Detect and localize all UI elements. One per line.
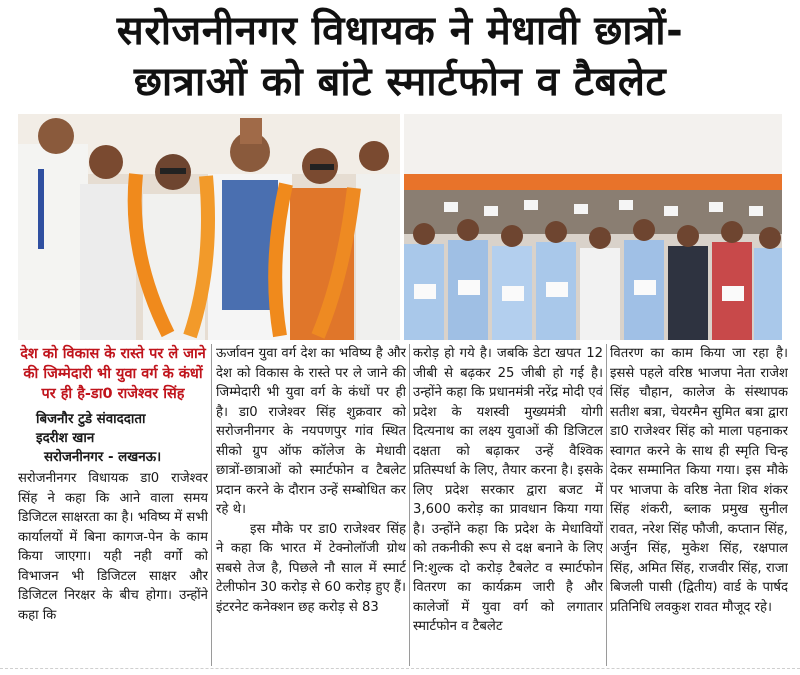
students-photo-illustration — [404, 114, 782, 340]
article-subheadline: देश को विकास के रास्ते पर ले जाने की जिम्मेदारी भी युवा वर्ग के कंधों पर ही है-डा0 राजेश्वर सिंह — [20, 346, 206, 402]
headline-line-1: सरोजनीनगर विधायक ने मेधावी छात्रों- — [116, 8, 684, 54]
headline-line-2: छात्राओं को बांटे स्मार्टफोन व टैबलेट — [133, 59, 667, 105]
article-column-2 — [216, 344, 406, 670]
photo-students-tablets — [404, 114, 782, 340]
column-divider — [211, 344, 212, 666]
column-1-text: सरोजनीनगर विधायक डा0 राजेश्वर सिंह ने कहा कि आने वाला समय डिजिटल साक्षरता का है। भविष्य में सभी कार्यालयों में बिना कागज-पेन के काम किया जाएगा। यही नही वर्गो को विभाजन भी डिजिटल साक्षर और डिजिटल निरक्षर के बीच होगा। उन्होंने कहा कि — [18, 471, 208, 623]
column-divider — [409, 344, 410, 666]
headline — [0, 0, 800, 112]
article-column-4 — [610, 344, 788, 670]
garland-photo-illustration — [18, 114, 400, 340]
column-3-text: करोड़ हो गये है। जबकि डेटा खपत 12 जीबी से बढ़कर 25 जीबी हो गई है। उन्होंने कहा कि प्रधानमंत्री नरेंद्र मोदी एवं प्रदेश के यशस्वी मुख्यमंत्री योगी दित्यनाथ का लक्ष्य युवाओं की डिजिटल दक्षता को बढ़ाकर उन्हें वैश्विक प्रतिस्पर्धा के लिए, तैयार करना है। इसके लिए प्रदेश सरकार द्वारा बजट में 3,600 करोड़ का प्रावधान किया गया है। उन्होंने कहा कि प्रदेश के मेधावियों को तकनीकी रूप से दक्ष बनाने के लिए नि:शुल्क दो करोड़ टैबलेट व स्मार्टफोन वितरण का कार्यक्रम जारी है और कालेजों में युवा वर्ग को लगातार स्मार्टफोन व टैबलेट — [413, 346, 603, 634]
column-2-text-b: इस मौके पर डा0 राजेश्वर सिंह ने कहा कि भारत में टेक्नोलॉजी ग्रोथ सबसे तेज है, पिछले नौ साल में स्मार्ट टेलीफोन 30 करोड़ से 60 करोड़ हुए हैं। इंटरनेट कनेक्शन छह करोड़ से 83 — [216, 521, 406, 615]
column-4-text: वितरण का काम किया जा रहा है। इससे पहले वरिष्ठ भाजपा नेता राजेश सिंह चौहान, कालेज के संस्थापक सतीश बत्रा, चेयरमैन सुमित बत्रा द्वारा डा0 राजेश्वर सिंह को माला पहनाकर स्वागत करने के साथ ही स्मृति चिन्ह देकर सम्मानित किया गया। इस मौके पर भाजपा के वरिष्ठ नेता शिव शंकर सिंह शंकरी, ब्लाक प्रमुख सुनील रावत, नरेश सिंह फौजी, कप्तान सिंह, अर्जुन सिंह, मुकेश सिंह, रक्षपाल सिंह, अमित सिंह, राजवीर सिंह, राजा बिजली पासी (द्वितीय) वार्ड के पार्षद प्रतिनिधि लवकुश रावत मौजूद रहे। — [610, 346, 788, 615]
page-bottom-edge — [0, 668, 800, 675]
article-column-1 — [18, 344, 208, 670]
byline-agency: बिजनौर टुडे संवाददाता — [36, 412, 146, 427]
column-divider — [606, 344, 607, 666]
dateline: सरोजनीनगर - लखनऊ। — [44, 450, 162, 465]
byline-author: इदरीश खान — [36, 431, 95, 446]
article-column-3 — [413, 344, 603, 670]
photo-garland-welcome — [18, 114, 400, 340]
column-2-text-a: ऊर्जावन युवा वर्ग देश का भविष्य है और देश को विकास के रास्ते पर ले जाने की जिम्मेदारी भी युवा वर्ग के कंधों पर ही है। डा0 राजेश्वर सिंह शुक्रवार को सरोजनीनगर के नयपणपुर गांव स्थित सीको ग्रुप ऑफ कॉलेज के मेधावी छात्रों-छात्राओं को स्मार्टफोन व टैबलेट प्रदान करने के दौरान उन्हें सम्बोधित कर रहे थे। — [216, 346, 406, 517]
